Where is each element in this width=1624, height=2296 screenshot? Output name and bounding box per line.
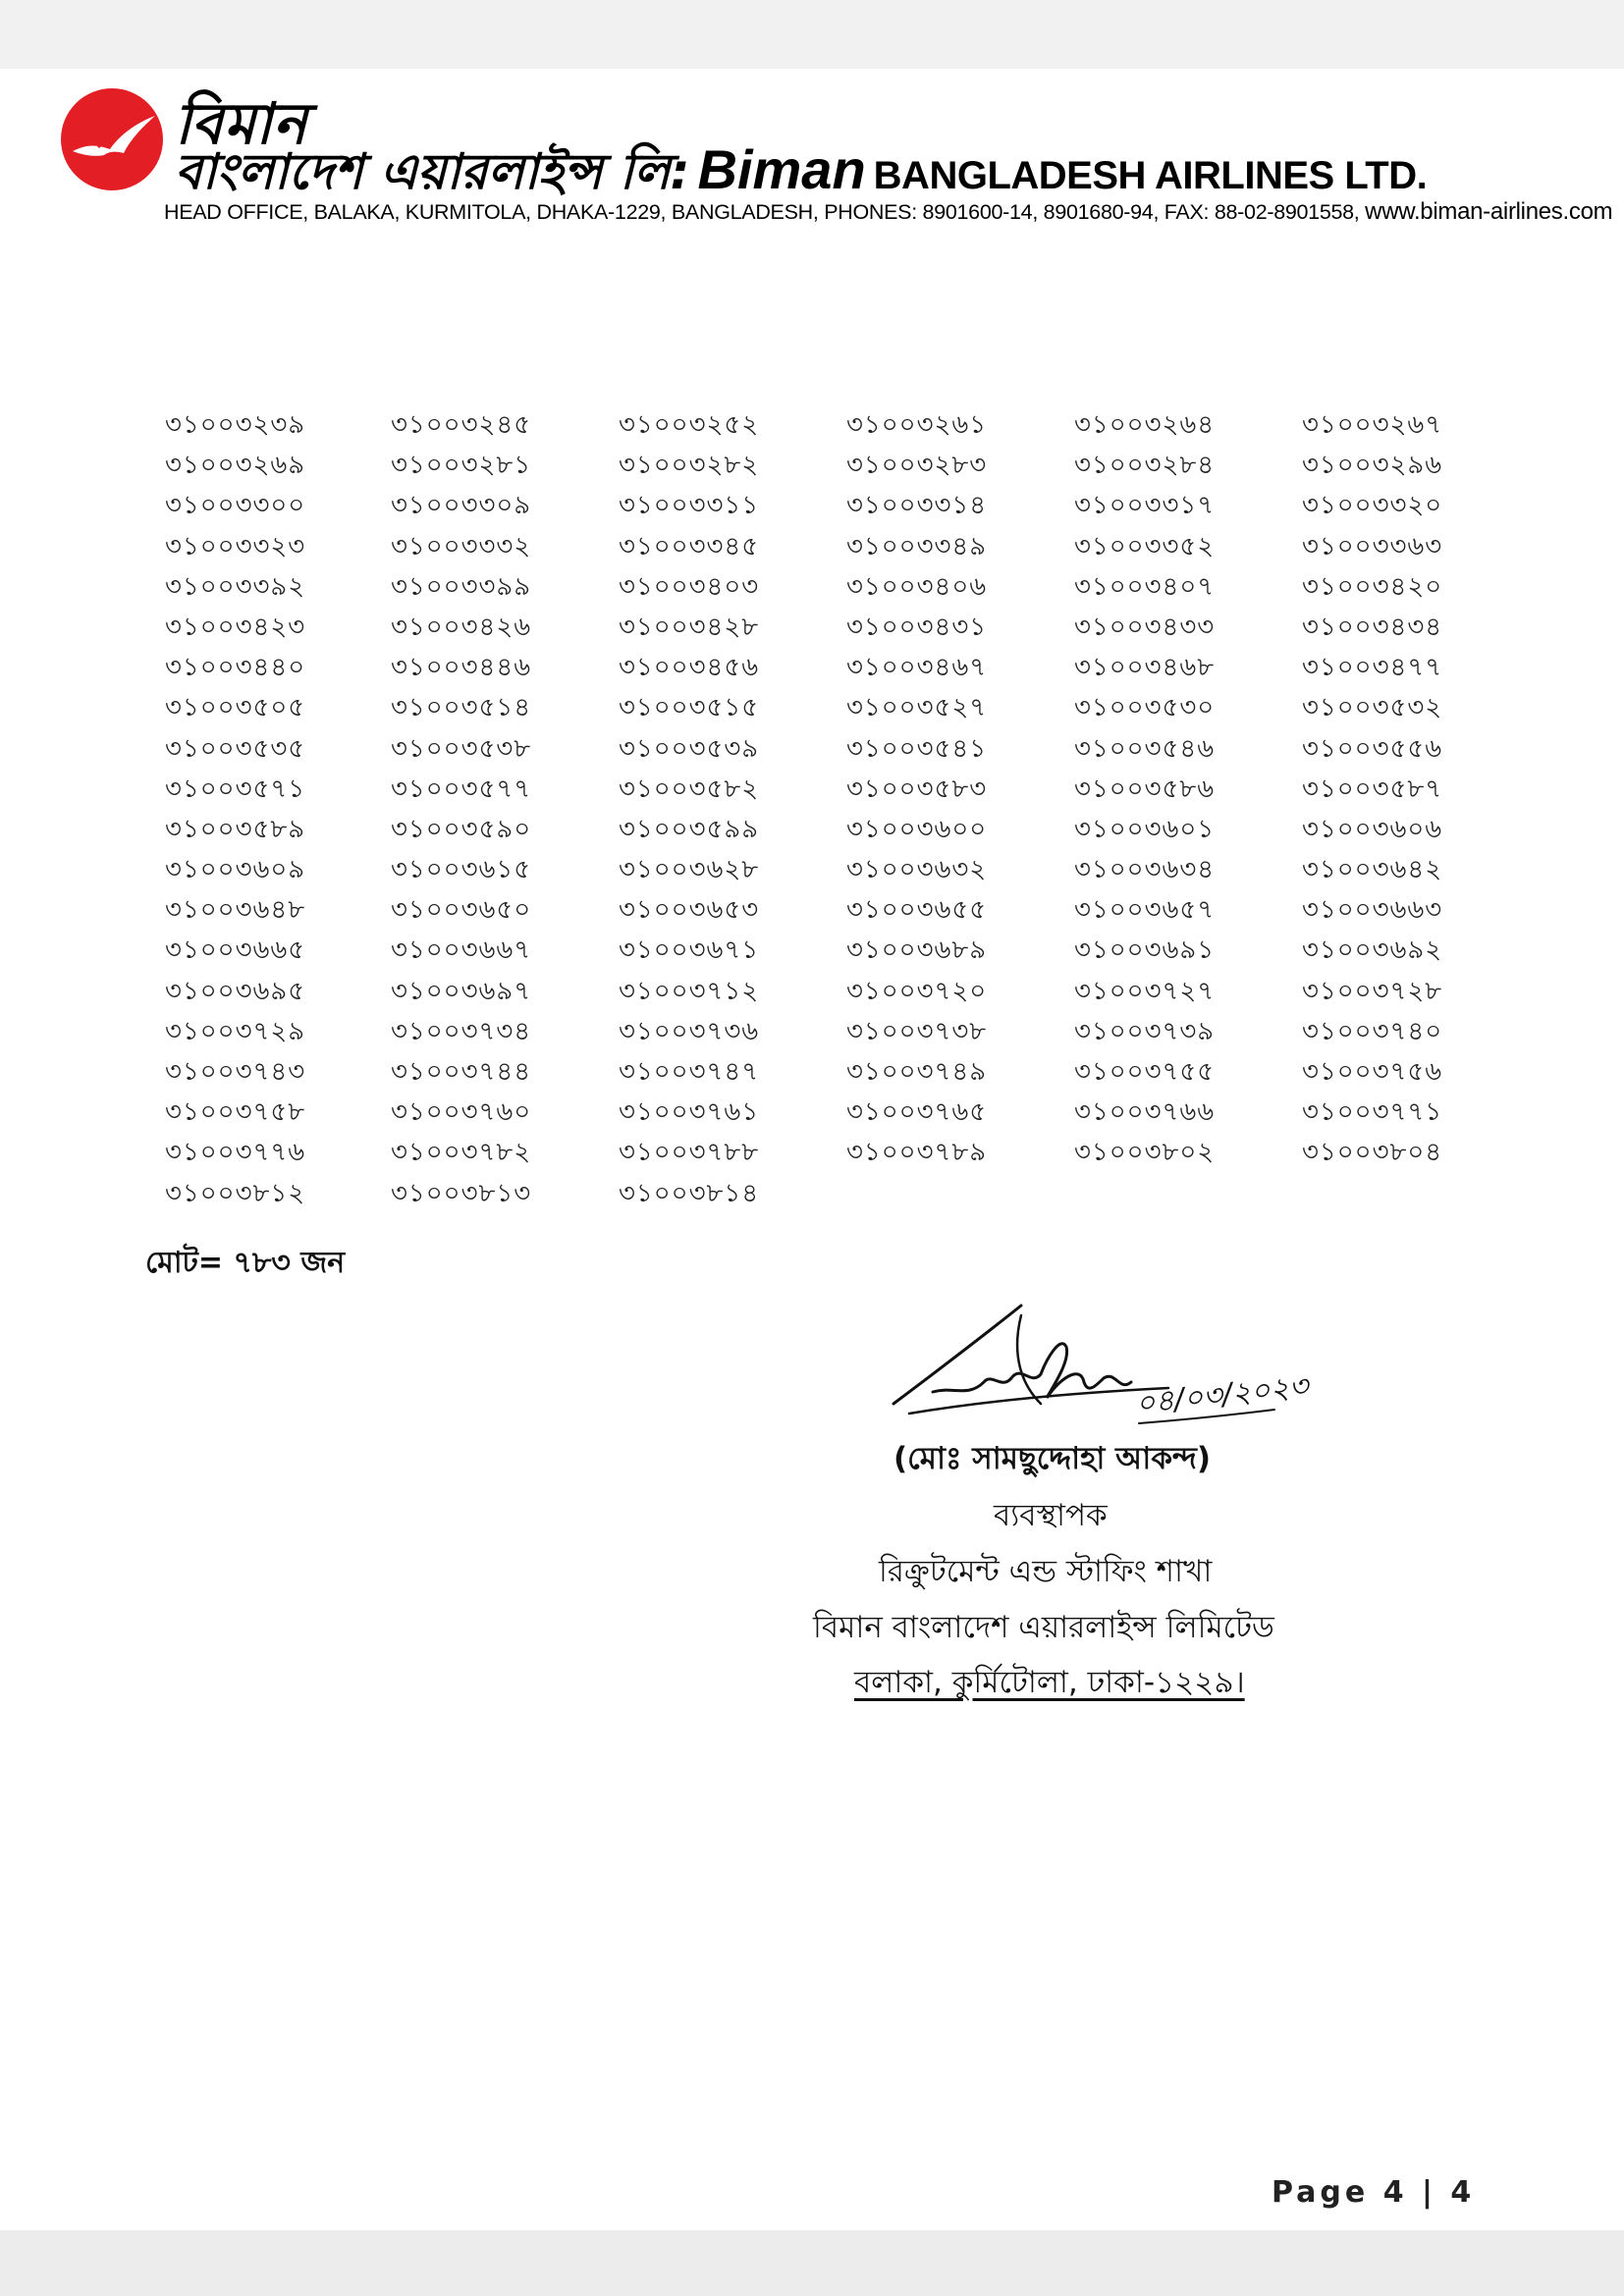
roll-number-cell: ৩১০০৩৮১২ xyxy=(165,1178,306,1208)
roll-number-cell: ৩১০০৩৮১৩ xyxy=(391,1178,532,1208)
roll-number-cell: ৩১০০৩৬৫০ xyxy=(391,895,532,926)
roll-number-cell: ৩১০০৩৫৭১ xyxy=(165,774,306,804)
roll-number-cell: ৩১০০৩৫৮৬ xyxy=(1074,774,1216,804)
roll-number-cell: ৩১০০৩৫৫৬ xyxy=(1302,733,1443,764)
roll-row xyxy=(165,1051,1481,1092)
roll-number-cell: ৩১০০৩২৫২ xyxy=(619,410,760,440)
roll-number-cell: ৩১০০৩৬৬৭ xyxy=(391,935,532,966)
roll-number-cell: ৩১০০৩৬৪৮ xyxy=(165,895,306,926)
roll-row xyxy=(165,526,1481,566)
roll-row xyxy=(165,769,1481,809)
roll-number-cell: ৩১০০৩৬৯৭ xyxy=(391,976,532,1006)
roll-number-cell: ৩১০০৩৭৭১ xyxy=(1302,1097,1443,1128)
roll-number-cell: ৩১০০৩৭৫৫ xyxy=(1074,1057,1216,1087)
signatory-department: রিক্রুটমেন্ট এন্ড স্টাফিং শাখা xyxy=(879,1554,1213,1589)
roll-number-cell: ৩১০০৩৩৬৩ xyxy=(1302,531,1443,561)
roll-number-cell: ৩১০০৩৩০০ xyxy=(165,491,306,521)
roll-number-cell: ৩১০০৩২৮৩ xyxy=(846,451,988,481)
roll-row xyxy=(165,849,1481,889)
roll-number-cell: ৩১০০৩৫৮৯ xyxy=(165,814,306,844)
roll-number-cell: ৩১০০৩৭৬০ xyxy=(391,1097,532,1128)
roll-number-cell: ৩১০০৩৬২৮ xyxy=(619,855,760,885)
roll-number-cell: ৩১০০৩৪২৮ xyxy=(619,612,760,642)
roll-number-cell: ৩১০০৩৭৬১ xyxy=(619,1097,760,1128)
signatory-organization: বিমান বাংলাদেশ এয়ারলাইন্স লিমিটেড xyxy=(813,1610,1274,1645)
roll-row xyxy=(165,445,1481,485)
roll-row xyxy=(165,1173,1481,1213)
roll-number-cell: ৩১০০৩৩২০ xyxy=(1302,491,1443,521)
roll-number-cell: ৩১০০৩৭৬৫ xyxy=(846,1097,988,1128)
total-count: মোট= ৭৮৩ জন xyxy=(145,1246,346,1280)
roll-number-cell: ৩১০০৩৫৪৬ xyxy=(1074,733,1216,764)
roll-number-cell: ৩১০০৩২৬৪ xyxy=(1074,410,1216,440)
roll-number-cell: ৩১০০৩২৬৭ xyxy=(1302,410,1443,440)
roll-number-cell: ৩১০০৩৩৯২ xyxy=(165,571,306,602)
roll-number-cell: ৩১০০৩৮১৪ xyxy=(619,1178,760,1208)
roll-number-cell: ৩১০০৩২৮২ xyxy=(619,451,760,481)
roll-number-cell: ৩১০০৩২৩৯ xyxy=(165,410,306,440)
roll-row xyxy=(165,607,1481,647)
roll-number-cell: ৩১০০৩৫৮৭ xyxy=(1302,774,1443,804)
roll-number-cell: ৩১০০৩২৯৬ xyxy=(1302,451,1443,481)
letterhead xyxy=(59,86,1613,243)
roll-number-cell: ৩১০০৩৫৩০ xyxy=(1074,693,1216,723)
roll-number-cell: ৩১০০৩২৪৫ xyxy=(391,410,532,440)
roll-number-cell: ৩১০০৩৫১৫ xyxy=(619,693,760,723)
roll-number-cell: ৩১০০৩৫২৭ xyxy=(846,693,988,723)
roll-row xyxy=(165,404,1481,445)
roll-number-cell: ৩১০০৩৫৪১ xyxy=(846,733,988,764)
roll-number-cell: ৩১০০৩৬৪২ xyxy=(1302,855,1443,885)
roll-number-cell: ৩১০০৩৭৫৮ xyxy=(165,1097,306,1128)
roll-number-cell: ৩১০০৩৭৮২ xyxy=(391,1138,532,1168)
roll-number-cell: ৩১০০৩৬০৯ xyxy=(165,855,306,885)
roll-row xyxy=(165,728,1481,769)
roll-number-cell: ৩১০০৩৪০৩ xyxy=(619,571,760,602)
roll-number-cell: ৩১০০৩৫৩৫ xyxy=(165,733,306,764)
roll-number-cell: ৩১০০৩৭৬৬ xyxy=(1074,1097,1216,1128)
roll-number-cell: ৩১০০৩৭১২ xyxy=(619,976,760,1006)
roll-number-cell: ৩১০০৩৭৪৪ xyxy=(391,1057,532,1087)
roll-number-cell: ৩১০০৩৪৫৬ xyxy=(619,653,760,683)
scan-edge-bottom xyxy=(0,2230,1624,2296)
roll-number-cell: ৩১০০৩৭৩৬ xyxy=(619,1016,760,1046)
roll-number-cell: ৩১০০৩৬৩২ xyxy=(846,855,988,885)
roll-number-cell: ৩১০০৩২৬৯ xyxy=(165,451,306,481)
roll-number-cell: ৩১০০৩৭২৮ xyxy=(1302,976,1443,1006)
roll-number-cell: ৩১০০৩৫৯০ xyxy=(391,814,532,844)
roll-number-cell: ৩১০০৩৬০৬ xyxy=(1302,814,1443,844)
brand-english-rest: BANGLADESH AIRLINES LTD. xyxy=(873,154,1428,197)
roll-number-cell: ৩১০০৩৪২৩ xyxy=(165,612,306,642)
roll-number-cell: ৩১০০৩৭৮৯ xyxy=(846,1138,988,1168)
roll-number-cell: ৩১০০৩৭৩৯ xyxy=(1074,1016,1216,1046)
roll-number-cell: ৩১০০৩৫৭৭ xyxy=(391,774,532,804)
roll-number-cell: ৩১০০৩৭২৯ xyxy=(165,1016,306,1046)
roll-number-cell: ৩১০০৩৭২০ xyxy=(846,976,988,1006)
head-office-address xyxy=(164,198,1612,226)
roll-number-cell: ৩১০০৩২৮১ xyxy=(391,451,532,481)
brand-bengali-top: বিমান xyxy=(175,90,308,157)
roll-number-cell: ৩১০০৩৭৪৩ xyxy=(165,1057,306,1087)
roll-number-cell: ৩১০০৩৪৭৭ xyxy=(1302,653,1443,683)
roll-row xyxy=(165,809,1481,849)
roll-number-cell: ৩১০০৩৩৩২ xyxy=(391,531,532,561)
signatory-name: (মোঃ সামছুদ্দোহা আকন্দ) xyxy=(893,1441,1212,1476)
roll-number-cell: ৩১০০৩৫১৪ xyxy=(391,693,532,723)
roll-number-cell: ৩১০০৩৪৩৪ xyxy=(1302,612,1443,642)
roll-number-cell: ৩১০০৩৬০০ xyxy=(846,814,988,844)
roll-row xyxy=(165,1011,1481,1051)
roll-number-cell: ৩১০০৩৪৩৩ xyxy=(1074,612,1216,642)
roll-number-cell: ৩১০০৩৬৬৩ xyxy=(1302,895,1443,926)
roll-number-cell: ৩১০০৩৪৪০ xyxy=(165,653,306,683)
roll-row xyxy=(165,687,1481,727)
signatory-designation: ব্যবস্থাপক xyxy=(994,1498,1108,1533)
roll-row xyxy=(165,1092,1481,1132)
roll-number-cell: ৩১০০৩৪২৬ xyxy=(391,612,532,642)
roll-number-cell: ৩১০০৩৩৫২ xyxy=(1074,531,1216,561)
roll-number-cell: ৩১০০৩৭৭৬ xyxy=(165,1138,306,1168)
roll-number-cell: ৩১০০৩৬৫৫ xyxy=(846,895,988,926)
roll-number-cell: ৩১০০৩৬৬৫ xyxy=(165,935,306,966)
roll-number-cell: ৩১০০৩৬৯২ xyxy=(1302,935,1443,966)
roll-number-cell: ৩১০০৩৩১৪ xyxy=(846,491,988,521)
roll-number-cell: ৩১০০৩৬৫৩ xyxy=(619,895,760,926)
brand-english-biman: Biman xyxy=(697,138,866,200)
roll-row xyxy=(165,1132,1481,1172)
roll-number-cell: ৩১০০৩৪২০ xyxy=(1302,571,1443,602)
page-number: Page 4 | 4 xyxy=(1272,2175,1476,2210)
website-link[interactable]: www.biman-airlines.com xyxy=(1365,198,1613,225)
roll-number-cell: ৩১০০৩৬৯১ xyxy=(1074,935,1216,966)
roll-row xyxy=(165,485,1481,525)
roll-number-cell: ৩১০০৩৪০৬ xyxy=(846,571,988,602)
roll-number-cell: ৩১০০৩৭৩৮ xyxy=(846,1016,988,1046)
roll-number-grid xyxy=(165,404,1481,1213)
roll-number-cell: ৩১০০৩৭২৭ xyxy=(1074,976,1216,1006)
roll-number-cell: ৩১০০৩৫৮২ xyxy=(619,774,760,804)
roll-number-cell: ৩১০০৩৬১৫ xyxy=(391,855,532,885)
roll-number-cell: ৩১০০৩৬৩৪ xyxy=(1074,855,1216,885)
roll-number-cell: ৩১০০৩৫৩৮ xyxy=(391,733,532,764)
roll-number-cell: ৩১০০৩৫০৫ xyxy=(165,693,306,723)
roll-number-cell: ৩১০০৩৬৫৭ xyxy=(1074,895,1216,926)
roll-number-cell: ৩১০০৩৪৬৮ xyxy=(1074,653,1216,683)
roll-row xyxy=(165,889,1481,930)
roll-number-cell: ৩১০০৩৮০২ xyxy=(1074,1138,1216,1168)
roll-row xyxy=(165,971,1481,1011)
roll-number-cell: ৩১০০৩২৮৪ xyxy=(1074,451,1216,481)
roll-number-cell: ৩১০০৩৬৭১ xyxy=(619,935,760,966)
roll-number-cell: ৩১০০৩৫৮৩ xyxy=(846,774,988,804)
roll-number-cell: ৩১০০৩৭৩৪ xyxy=(391,1016,532,1046)
roll-number-cell: ৩১০০৩৬০১ xyxy=(1074,814,1216,844)
roll-number-cell: ৩১০০৩৫৩২ xyxy=(1302,693,1443,723)
roll-number-cell: ৩১০০৩৭৮৮ xyxy=(619,1138,760,1168)
roll-number-cell: ৩১০০৩৩৪৫ xyxy=(619,531,760,561)
roll-number-cell: ৩১০০৩৩০৯ xyxy=(391,491,532,521)
roll-number-cell: ৩১০০৩৬৯৫ xyxy=(165,976,306,1006)
roll-row xyxy=(165,930,1481,970)
roll-number-cell: ৩১০০৩৪৪৬ xyxy=(391,653,532,683)
roll-number-cell: ৩১০০৩৩৯৯ xyxy=(391,571,532,602)
roll-number-cell: ৩১০০৩৪৩১ xyxy=(846,612,988,642)
head-office-text: HEAD OFFICE, BALAKA, KURMITOLA, DHAKA-1229, BANGLADESH, PHONES: 8901600-14, 8901680-94, FAX: 88-02-8901558, xyxy=(164,200,1360,224)
roll-number-cell: ৩১০০৩৫৩৯ xyxy=(619,733,760,764)
scan-edge-top xyxy=(0,0,1624,69)
roll-number-cell: ৩১০০৩২৬১ xyxy=(846,410,988,440)
roll-number-cell: ৩১০০৩৩১৭ xyxy=(1074,491,1216,521)
roll-row xyxy=(165,566,1481,607)
biman-logo-icon xyxy=(59,86,165,192)
roll-number-cell: ৩১০০৩৮০৪ xyxy=(1302,1138,1443,1168)
brand-bengali-name: বাংলাদেশ এয়ারলাইন্স লি: xyxy=(175,143,690,200)
roll-number-cell: ৩১০০৩৭৪৭ xyxy=(619,1057,760,1087)
roll-number-cell: ৩১০০৩৪৬৭ xyxy=(846,653,988,683)
roll-number-cell: ৩১০০৩৩৪৯ xyxy=(846,531,988,561)
roll-number-cell: ৩১০০৩৭৪০ xyxy=(1302,1016,1443,1046)
roll-number-cell: ৩১০০৩৬৮৯ xyxy=(846,935,988,966)
roll-number-cell: ৩১০০৩৩২৩ xyxy=(165,531,306,561)
roll-number-cell: ৩১০০৩৫৯৯ xyxy=(619,814,760,844)
roll-number-cell: ৩১০০৩৩১১ xyxy=(619,491,760,521)
roll-number-cell: ৩১০০৩৪০৭ xyxy=(1074,571,1216,602)
roll-number-cell: ৩১০০৩৭৫৬ xyxy=(1302,1057,1443,1087)
signatory-address: বলাকা, কুর্মিটোলা, ঢাকা-১২২৯। xyxy=(854,1665,1245,1700)
signature-date: ০৪/০৩/২০২৩ xyxy=(1134,1368,1311,1421)
roll-row xyxy=(165,647,1481,687)
roll-number-cell: ৩১০০৩৭৪৯ xyxy=(846,1057,988,1087)
